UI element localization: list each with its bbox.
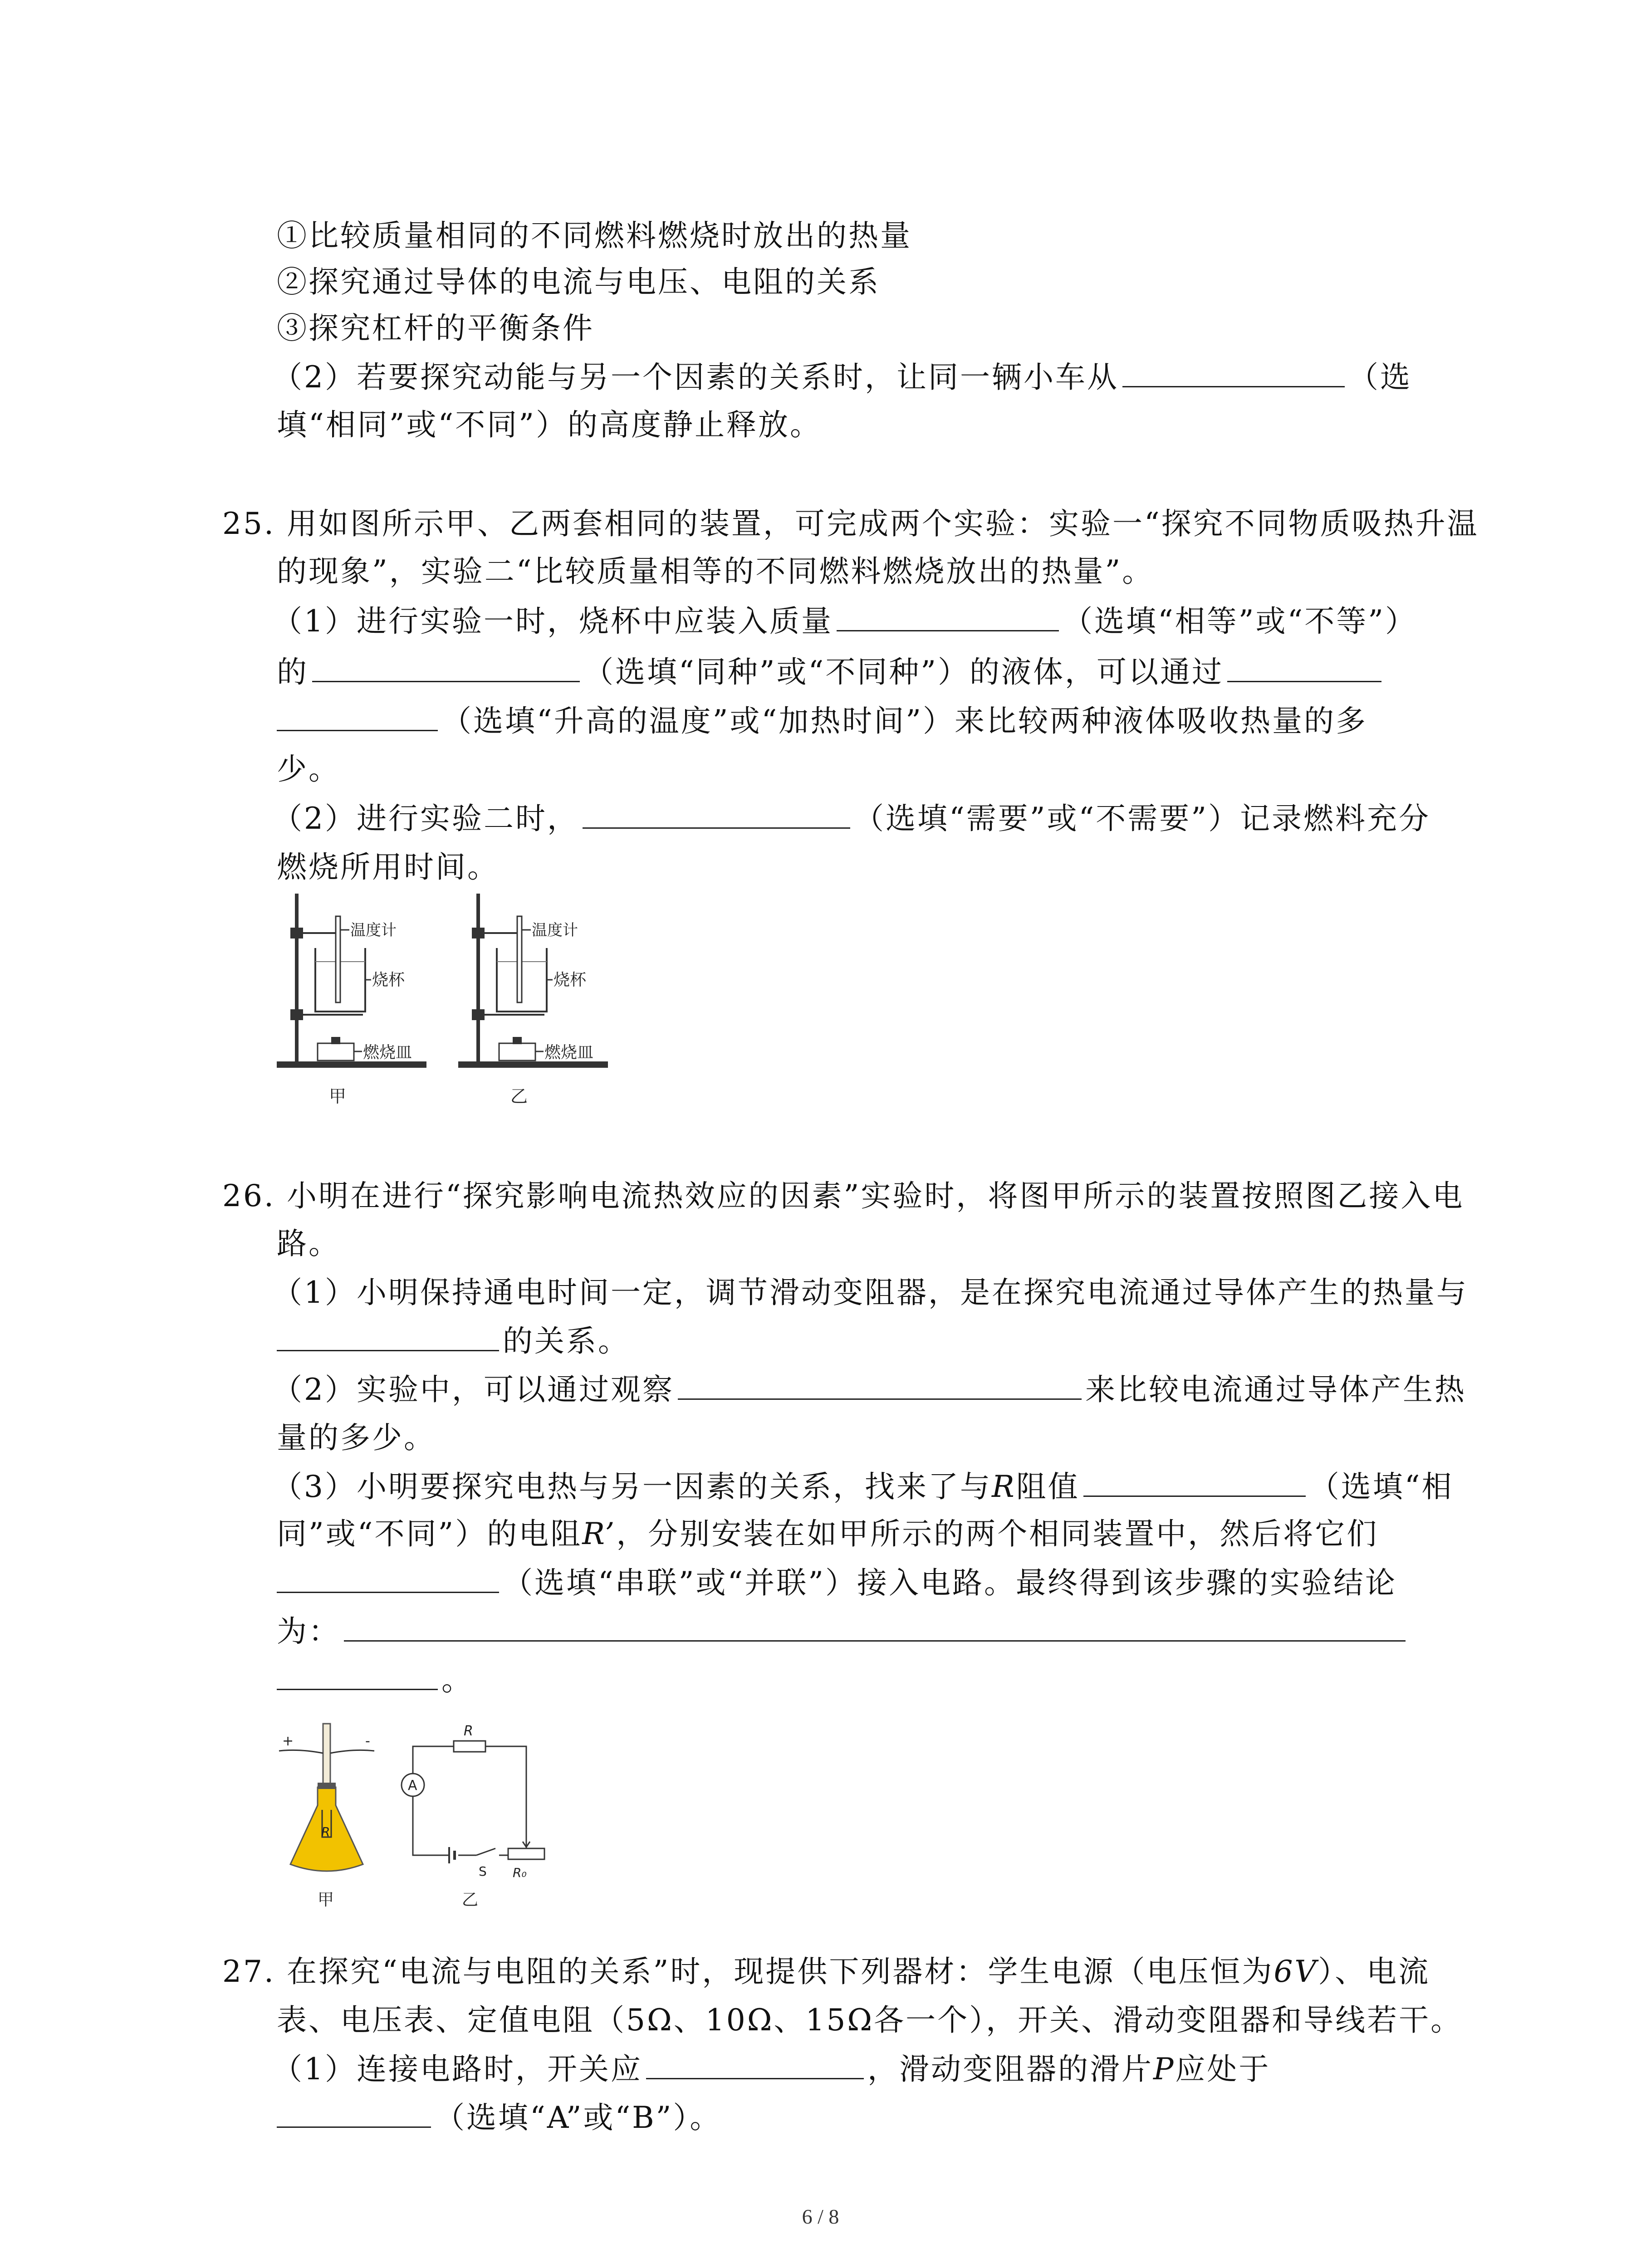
question-26-line-6: 量的多少。	[277, 1420, 436, 1455]
text: （选填“相等”或“不等”）	[1063, 604, 1417, 639]
list-item-1: ①比较质量相同的不同燃料燃烧时放出的热量	[277, 218, 912, 253]
text: （选填“A”或“B”）。	[435, 2100, 722, 2135]
text: 应处于	[1175, 2052, 1271, 2087]
text: 的关系。	[503, 1324, 630, 1359]
question-25-line-4	[277, 653, 1385, 691]
burner-wick	[331, 1037, 340, 1044]
question-25-line-6: 少。	[277, 752, 340, 787]
question-26-line-11	[277, 1661, 473, 1699]
question-27-line-1	[222, 1953, 1430, 1991]
variable-r: R	[992, 1469, 1016, 1504]
answer-blank[interactable]	[277, 1323, 499, 1351]
base-plate	[458, 1061, 608, 1068]
text: （选填“需要”或“不需要”）记录燃料充分	[854, 801, 1430, 836]
answer-blank[interactable]	[277, 2099, 431, 2128]
question-24-part-2	[272, 358, 1412, 396]
thermometer	[517, 916, 522, 1002]
apparatus-left	[277, 894, 426, 1106]
stand-rod	[295, 894, 299, 1062]
text: （2）实验中，可以通过观察	[272, 1372, 674, 1407]
variable-r-prime: R’	[582, 1516, 617, 1551]
label-thermometer: 温度计	[350, 921, 397, 939]
question-25-line-5	[277, 702, 1367, 740]
text: 阻值	[1016, 1469, 1080, 1504]
label-yi: 乙	[462, 1891, 479, 1909]
list-item-3: ③探究杠杆的平衡条件	[277, 311, 594, 346]
question-26-part-2	[272, 1371, 1466, 1409]
question-26-line-2: 路。	[277, 1226, 340, 1261]
question-26-line-9	[277, 1564, 1397, 1602]
label-ammeter: A	[408, 1778, 417, 1794]
text: （2）若要探究动能与另一个因素的关系时，让同一辆小车从	[272, 360, 1119, 395]
variable-p: P	[1153, 2052, 1176, 2087]
question-25-line-2: 的现象”，实验二“比较质量相等的不同燃料燃烧放出的热量”。	[277, 554, 1154, 589]
label-jia: 甲	[318, 1891, 334, 1909]
text: ）、电流	[1318, 1954, 1430, 1989]
burner-wick	[513, 1037, 522, 1044]
answer-blank[interactable]	[1083, 1468, 1306, 1497]
apparatus-right	[458, 894, 608, 1106]
text: （选填“升高的温度”或“加热时间”）来比较两种液体吸收热量的多	[441, 704, 1367, 738]
burner-dish	[499, 1043, 535, 1061]
circuit-diagram	[402, 1723, 544, 1909]
switch	[476, 1848, 495, 1855]
question-25-line-1: 25. 用如图所示甲、乙两套相同的装置，可完成两个实验：实验一“探究不同物质吸热升温	[222, 506, 1479, 541]
question-27-line-2: 表、电压表、定值电阻（5Ω、10Ω、15Ω各一个），开关、滑动变阻器和导线若干。	[277, 2003, 1463, 2038]
question-26-line-10	[277, 1613, 1409, 1651]
label-r-flask: R	[321, 1824, 330, 1839]
clamp	[290, 928, 303, 938]
answer-blank[interactable]	[277, 1662, 438, 1690]
text: ，分别安装在如甲所示的两个相同装置中，然后将它们	[616, 1516, 1379, 1551]
question-26-part-3	[272, 1468, 1453, 1506]
label-rheostat: R₀	[513, 1865, 527, 1880]
answer-blank[interactable]	[646, 2051, 864, 2079]
label-burner: 燃烧皿	[544, 1043, 594, 1062]
flask-apparatus	[279, 1724, 374, 1909]
stopper	[318, 1783, 336, 1789]
answer-blank[interactable]	[837, 603, 1059, 631]
text: 同”或“不同”）的电阻	[277, 1516, 583, 1551]
resistor-r	[454, 1741, 485, 1752]
list-item-2: ②探究通过导体的电流与电压、电阻的关系	[277, 264, 880, 299]
text: （1）连接电路时，开关应	[272, 2052, 642, 2087]
text: （选填“相	[1309, 1469, 1454, 1504]
text: 。	[441, 1662, 473, 1697]
label-thermometer: 温度计	[532, 921, 578, 939]
text: （选填“同种”或“不同种”）的液体，可以通过	[583, 655, 1224, 689]
label-burner: 燃烧皿	[363, 1043, 412, 1062]
text: （选	[1348, 360, 1412, 395]
question-26-part-1: （1）小明保持通电时间一定，调节滑动变阻器，是在探究电流通过导体产生的热量与	[272, 1275, 1468, 1310]
text: 来比较电流通过导体产生热	[1085, 1372, 1466, 1407]
rheostat	[508, 1848, 544, 1859]
text: 为：	[277, 1614, 340, 1649]
answer-blank[interactable]	[1227, 654, 1381, 682]
question-27-part-1	[272, 2050, 1270, 2088]
page-number: 6 / 8	[802, 2205, 839, 2228]
thermometer	[336, 916, 340, 1002]
question-25-line-8: 燃烧所用时间。	[277, 850, 499, 885]
plus-sign: +	[282, 1733, 294, 1749]
answer-blank[interactable]	[312, 654, 580, 682]
question-27-line-4	[277, 2099, 721, 2137]
text: 27. 在探究“电流与电阻的关系”时，现提供下列器材：学生电源（电压恒为	[222, 1954, 1274, 1989]
question-25-part-1	[272, 602, 1417, 640]
text: ，滑动变阻器的滑片	[867, 2052, 1153, 2087]
question-26-line-4	[277, 1322, 630, 1360]
answer-blank[interactable]	[678, 1371, 1082, 1400]
burner-dish	[318, 1043, 354, 1061]
circuit-figure	[272, 1719, 590, 1914]
label-r: R	[464, 1723, 473, 1739]
minus-sign: -	[365, 1733, 370, 1749]
stand-rod	[476, 894, 480, 1062]
question-26-line-8	[277, 1515, 1378, 1553]
answer-blank[interactable]	[277, 703, 438, 731]
voltage-value: 6V	[1274, 1954, 1318, 1989]
wires	[413, 1746, 526, 1855]
answer-blank[interactable]	[1122, 359, 1345, 387]
text: （选填“串联”或“并联”）接入电路。最终得到该步骤的实验结论	[503, 1565, 1397, 1600]
rheostat-slider	[523, 1828, 530, 1847]
text: （1）进行实验一时，烧杯中应装入质量	[272, 604, 833, 639]
answer-blank[interactable]	[277, 1564, 499, 1593]
answer-blank[interactable]	[583, 800, 850, 829]
text: （2）进行实验二时，	[272, 801, 579, 836]
question-26-line-1: 26. 小明在进行“探究影响电流热效应的因素”实验时，将图甲所示的装置按照图乙接入电	[222, 1178, 1465, 1213]
question-25-part-2	[272, 800, 1430, 838]
label-beaker: 烧杯	[372, 971, 405, 989]
label-yi: 乙	[510, 1086, 528, 1106]
label-beaker: 烧杯	[554, 971, 587, 989]
answer-blank[interactable]	[344, 1613, 1406, 1642]
clamp	[472, 928, 485, 938]
text: 的	[277, 655, 309, 689]
text: （3）小明要探究电热与另一因素的关系，找来了与	[272, 1469, 992, 1504]
apparatus-figure	[272, 889, 617, 1125]
label-jia: 甲	[329, 1086, 347, 1106]
question-24-part-2-cont: 填“相同”或“不同”）的高度静止释放。	[277, 407, 822, 442]
base-plate	[277, 1061, 426, 1068]
label-switch: S	[479, 1864, 487, 1879]
